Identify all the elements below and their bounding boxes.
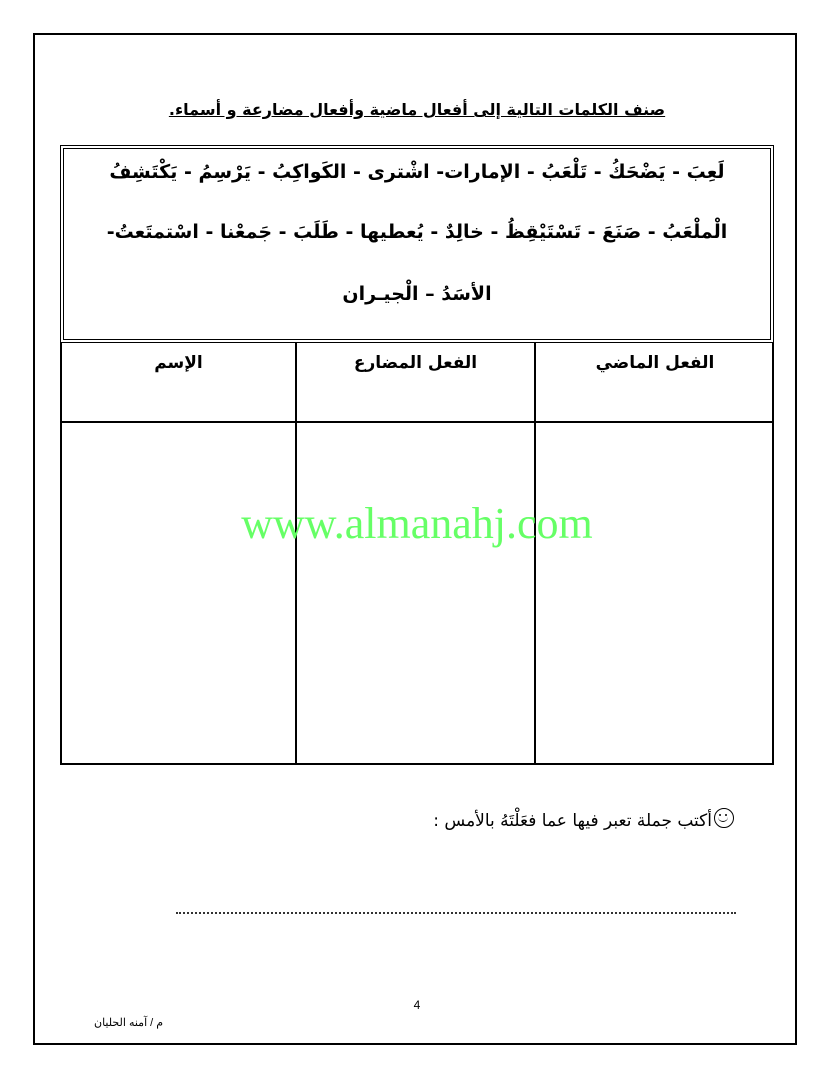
exercise-title: صنف الكلمات التالية إلى أفعال ماضية وأفعال مضارعة و أسماء. — [168, 100, 666, 119]
word-bank-line-2: الْملْعَبُ - صَنَعَ - تَسْتَيْقِظُ - خالِدٌ - يُعطيها - طَلَبَ - جَمعْنا - اسْتمتَعتُ- — [106, 221, 728, 243]
header-divider — [62, 421, 772, 423]
header-past-verb: الفعل الماضي — [595, 353, 715, 373]
author-credit: م / آمنه الحليان — [94, 1017, 164, 1029]
page-number: 4 — [413, 998, 421, 1012]
column-divider — [534, 343, 536, 763]
watermark: www.almanahj.com — [241, 499, 593, 548]
writing-prompt-text: أكتب جملة تعبر فيها عما فعَلْتَهُ بالأمس : — [433, 811, 712, 831]
header-noun: الإسم — [154, 353, 203, 373]
word-bank-line-3: الأسَدُ – الْجيـران — [342, 283, 492, 305]
header-present-verb: الفعل المضارع — [353, 353, 478, 373]
smiley-icon — [714, 808, 734, 828]
classification-table — [60, 343, 774, 765]
word-bank-box — [60, 145, 774, 343]
column-divider — [295, 343, 297, 763]
answer-line[interactable] — [176, 912, 736, 914]
writing-prompt — [433, 808, 734, 831]
word-bank-line-1: لَعِبَ - يَضْحَكُ - تَلْعَبُ - الإمارات- اشْترى - الكَواكِبُ - يَرْسِمُ - يَكْتَشِفُ — [109, 161, 725, 183]
